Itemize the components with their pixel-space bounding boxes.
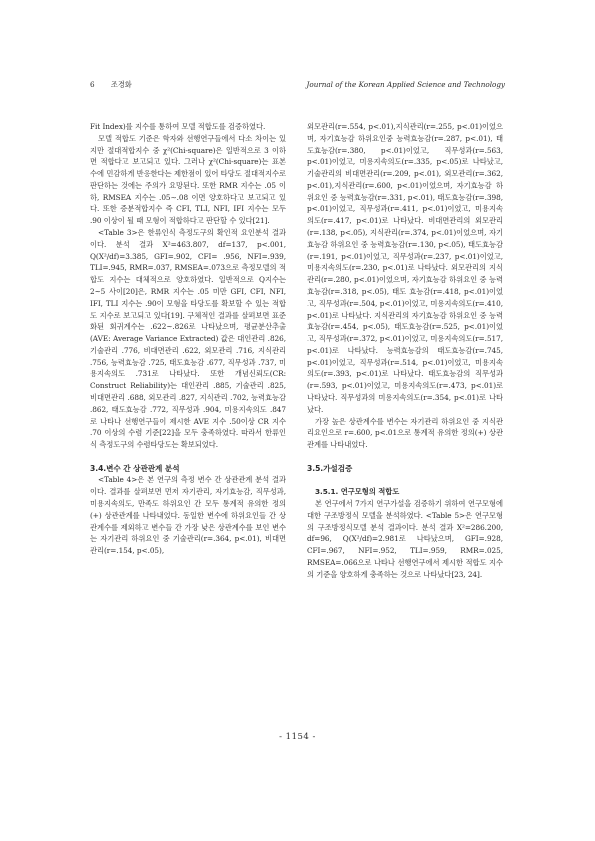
section-gap [307, 474, 503, 486]
section-gap [90, 451, 286, 463]
header-page-number: 6 [90, 80, 95, 89]
left-paragraph-3: <Table 3>은 한류인식 측정도구의 확인적 요인분석 결과이다. 분석 결과 X²=463.807, df=137, p<.001, Q(X²/df)=3.385, GFI=.902, CFI= .956, NFI=.939, TLI=.945, RMR=.037, RMSEA=.073으로 측정모델의 적합도 지수는 대체적으로 양호하였다. 일반적으로 Q지수는 2~5 사이[20]은, RMR 지수는 .05 미만 GFI, CFI, NFI, IFI, TLI 지수는 .90이 모형을 타당도를 확보할 수 있는 적합도 지수로 보고되고 있다[19]. 구체적인 결과를 살펴보면 표준화된 회귀계수는 .622~.826로 나타났으며, 평균분산추출(AVE: Average Variance Extracted) 값은 대인관리 .826, 기술관리 .776, 비대면관리 .622, 외모관리 .716, 지식관리 .756, 능력효능감 .725, 태도효능감 .677, 직무성과 .737, 미용지속의도 .731로 나타났다. 또한 개념신뢰도(CR: Construct Reliability)는 대인관리 .885, 기술관리 .825, 비대면관리 .688, 외모관리 .827, 지식관리 .702, 능력효능감 .862, 태도효능감 .772, 직무성과 .904, 미용지속의도 .847로 나타나 선행연구들이 제시한 AVE 지수 .50이상 CR 지수 .70 이상의 수렴 기준[22]을 모두 충족하였다. 따라서 한류인식 측정도구의 수렴타당도는 확보되었다. [90, 228, 286, 450]
header-journal-title: Journal of the Korean Applied Science and Technology [306, 80, 505, 89]
left-paragraph-2: 모델 적합도 기준은 학자와 선행연구들에서 다소 차이는 있지만 절대적합지수 중 χ²(Chi-square)은 일반적으로 3 이하면 적합다고 보고되고 있다. 그러나 χ²(Chi-square)는 표본 수에 민감하게 반응한다는 제한점이 있어 타당도 절대적지수로 판단하는 것에는 주의가 요망된다. 또한 RMR 지수는 .05 이하, RMSEA 지수는 .05∼.08 이면 양호하다고 보고되고 있다. 또한 증분적합지수 즉 CFI, TLI, NFI, IFI 지수는 모두 .90 이상이 될 때 모형이 적합하다고 판단할 수 있다[21]. [90, 133, 286, 226]
header-author: 조경화 [110, 80, 132, 89]
right-column [307, 121, 503, 580]
running-header [90, 80, 505, 94]
section-gap [307, 451, 503, 463]
right-paragraph-3: 본 연구에서 7가지 연구가설을 검증하기 위하여 연구모형에 대한 구조방정식 모델을 분석하였다. <Table 5>은 연구모형의 구조방정식모델 분석 결과이다. 분석 결과 X²=286.200, df=96, Q(X²/df)=2.981로 나타났으며, GFI=.928, CFI=.967, NFI=.952, TLI=.959, RMR=.025, RMSEA=.066으로 나타나 선행연구에서 제시한 적합도 지수의 기준을 양호하게 충족하는 것으로 나타났다[23, 24]. [307, 498, 503, 579]
page-footer-number: - 1154 - [279, 732, 316, 742]
left-paragraph-1: Fit Index)를 지수를 통하여 모델 적합도를 검증하였다. [90, 122, 266, 131]
right-paragraph-1: 외모관리(r=.554, p<.01),지식관리(r=.255, p<.01)이었으며, 자기효능감 하위요인중 능력효능감(r=.287, p<.01), 태도효능감(r=.380, p<.01)이었고, 직무성과(r=.563, p<.01)이었고, 미용지속의도(r=.335, p<.05)로 나타났고, 기술관리의 비대면관리(r=.209, p<.01), 외모관리(r=.362, p<.01),지식관리(r=.600, p<.01)이었으며, 자기효능감 하위요인 중 능력효능감(r=.331, p<.01), 태도효능감(r=.398, p<.01)이었고, 직무성과(r=.411, p<.01)이었고, 미용지속의도(r=.417, p<.01)로 나타났다. 비대면관리의 외모관리(r=.138, p<.05), 지식관리(r=.374, p<.01)이었으며, 자기효능감 하위요인 중 능력효능감(r=.130, p<.05), 태도효능감(r=.191, p<.01)이었고, 직무성과(r=.237, p<.01)이었고, 미용지속의도(r=.230, p<.01)로 나타났다. 외모관리의 지식관리(r=.280, p<.01)이었으며, 자기효능감 하위요인 중 능력효능감(r=.318, p<.05), 태도 효능감(r=.418, p<.01)이었고, 직무성과(r=.504, p<.01)이었고, 미용지속의도(r=.410, p<.01)로 나타났다. 지식관리의 자기효능감 하위요인 중 능력효능감(r=.454, p<.05), 태도효능감(r=.525, p<.01)이었고, 직무성과(r=.372, p<.01)이었고, 미용지속의도(r=.517, p<.01)로 나타났다. 능력효능감의 태도효능감(r=.745, p<.01)이었고, 직무성과(r=.514, p<.01)이었고, 미용지속의도(r=.393, p<.01)로 나타났다. 태도효능감의 직무성과(r=.593, p<.01)이었고, 미용지속의도(r=.473, p<.01)로 나타났다. 직무성과의 미용지속의도(r=.354, p<.01)로 나타났다. [307, 122, 503, 414]
left-column [90, 121, 286, 557]
subsection-heading-3-5-1: 3.5.1. 연구모형의 적합도 [315, 487, 400, 497]
right-paragraph-2: 가장 높은 상관계수를 변수는 자기관리 하위요인 중 지식관리요인으로 r=.600, p<.01으로 통계적 유의한 정의(+) 상관관계를 나타내었다. [307, 416, 503, 450]
left-paragraph-4: <Table 4>은 본 연구의 측정 변수 간 상관관계 분석 결과이다. 결과를 살펴보면 먼저 자기관리, 자기효능감, 직무성과, 미용지속의도, 만족도 하위요인 간 모두 통계적 유의한 정의(+) 상관관계를 나타내었다. 동일한 변수에 하위요인들 간 상관계수를 제외하고 변수들 간 가장 낮은 상관계수를 보인 변수는 자기관리 하위요인 중 기술관리(r=.364, p<.01), 비대면관리(r=.154, p<.05), [90, 475, 286, 556]
header-left [90, 80, 146, 90]
section-heading-3-5: 3.5.가설검증 [307, 463, 353, 473]
section-heading-3-4: 3.4.변수 간 상관관계 분석 [90, 463, 180, 473]
